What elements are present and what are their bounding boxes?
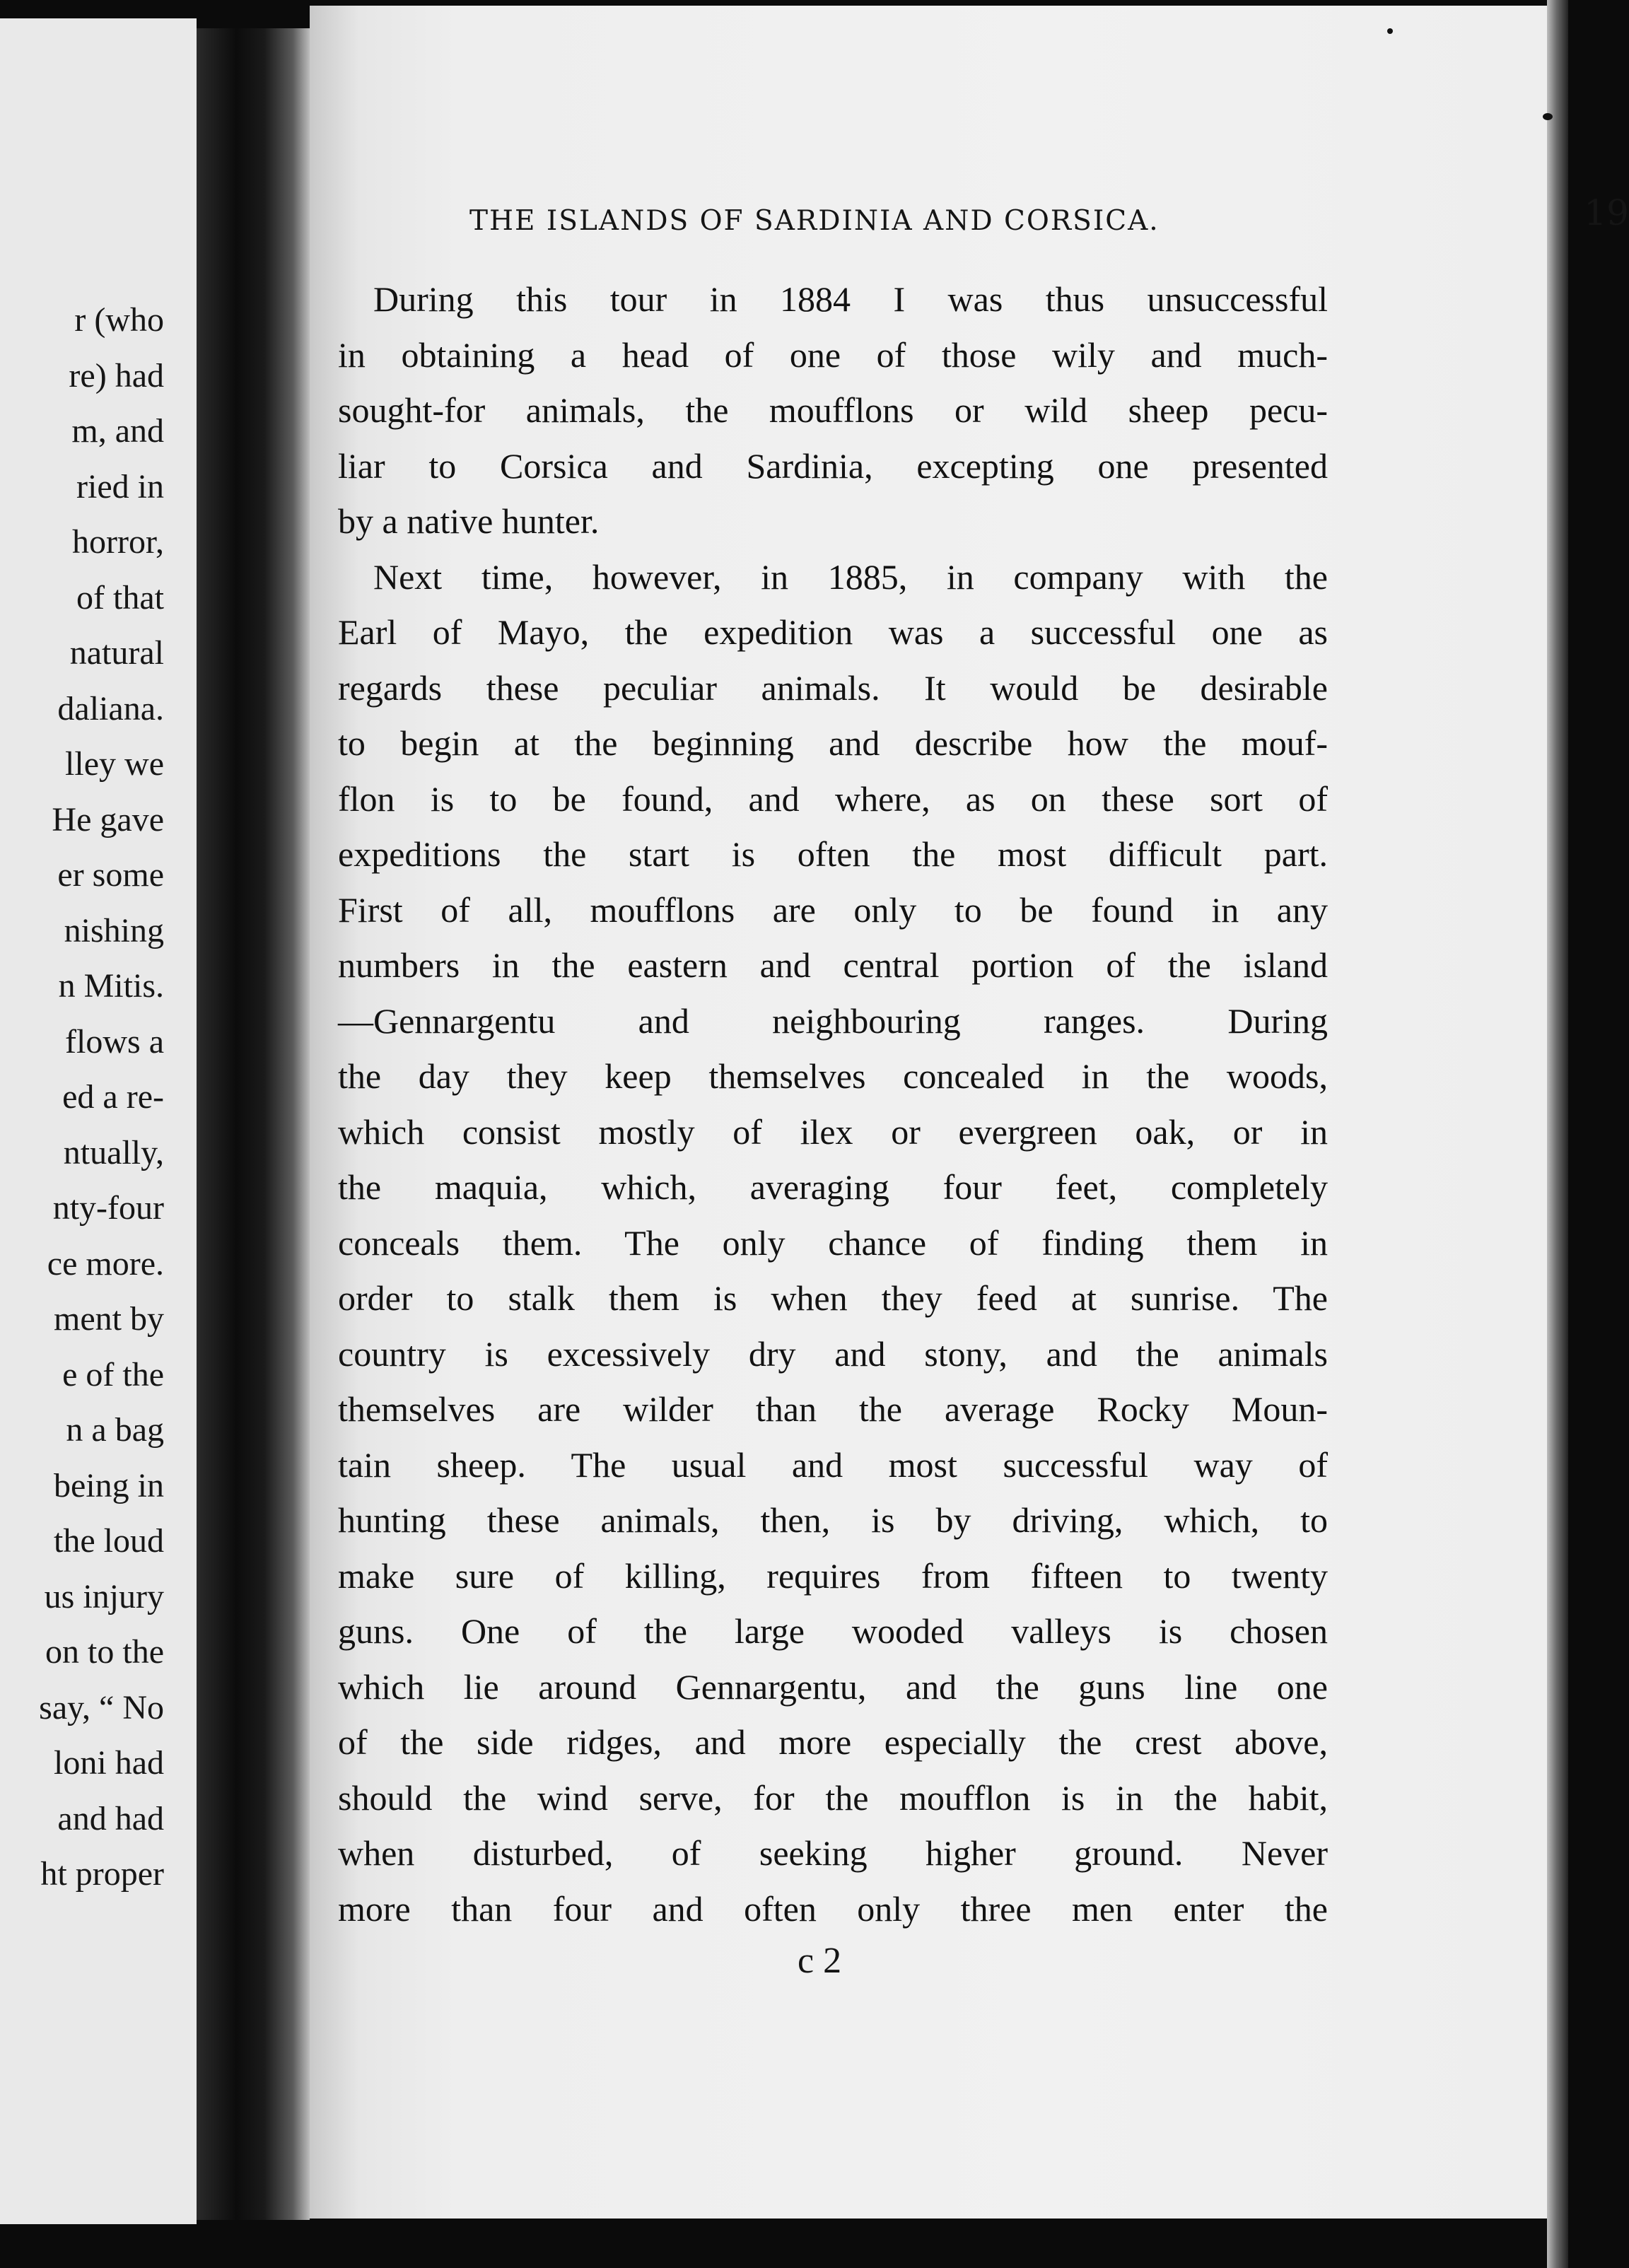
previous-page-line: daliana. xyxy=(57,689,164,727)
text-line: the day they keep themselves concealed in the woods, xyxy=(338,1056,1328,1096)
previous-page-line: r (who xyxy=(74,301,164,339)
previous-page-line: being in xyxy=(54,1466,164,1504)
previous-page-line: ried in xyxy=(76,467,164,505)
text-line: regards these peculiar animals. It would be desirable xyxy=(338,667,1328,708)
text-line: —Gennargentu and neighbouring ranges. During xyxy=(338,1000,1328,1041)
previous-page-line: e of the xyxy=(62,1355,164,1393)
text-line: which lie around Gennargentu, and the guns line one xyxy=(338,1666,1328,1707)
text-line: sought-for animals, the moufflons or wild sheep pecu- xyxy=(338,390,1328,430)
previous-page-line: horror, xyxy=(71,523,164,561)
previous-page-line: lley we xyxy=(65,745,164,783)
text-line: in obtaining a head of one of those wily and much- xyxy=(338,334,1328,375)
text-line: should the wind serve, for the moufflon is in the habit, xyxy=(338,1777,1328,1818)
previous-page-line: natural xyxy=(69,634,164,672)
text-line: which consist mostly of ilex or evergreen oak, or in xyxy=(338,1111,1328,1152)
previous-page-line: nishing xyxy=(64,911,164,949)
previous-page-line: us injury xyxy=(44,1577,164,1615)
dust-speck xyxy=(1387,28,1393,34)
text-line: of the side ridges, and more especially the crest above, xyxy=(338,1722,1328,1762)
previous-page-line: on to the xyxy=(45,1633,164,1671)
text-line: the maquia, which, averaging four feet, completely xyxy=(338,1167,1328,1207)
previous-page-line: ht proper xyxy=(40,1855,164,1893)
body-text xyxy=(338,271,1328,1936)
text-line: Next time, however, in 1885, in company with the xyxy=(373,556,1328,597)
previous-page-line: the loud xyxy=(54,1522,164,1560)
text-line: tain sheep. The usual and most successful way of xyxy=(338,1444,1328,1485)
text-line: to begin at the beginning and describe how the mouf- xyxy=(338,723,1328,763)
previous-page-line: ed a re- xyxy=(62,1078,164,1116)
previous-page-line: He gave xyxy=(52,800,164,838)
previous-page-line: and had xyxy=(57,1799,164,1837)
previous-page-line: ce more. xyxy=(47,1244,164,1282)
text-line: more than four and often only three men enter the xyxy=(338,1888,1328,1929)
previous-page-line: loni had xyxy=(54,1744,164,1782)
text-line: liar to Corsica and Sardinia, excepting one presented xyxy=(338,445,1328,486)
text-line: numbers in the eastern and central portion of the island xyxy=(338,945,1328,985)
previous-page-line: nty-four xyxy=(52,1189,164,1227)
previous-page-line: n Mitis. xyxy=(58,967,164,1005)
text-line: flon is to be found, and where, as on these sort of xyxy=(338,778,1328,819)
book-gutter-shadow xyxy=(197,28,310,2220)
text-line: conceals them. The only chance of finding them in xyxy=(338,1222,1328,1263)
text-line: when disturbed, of seeking higher ground. Never xyxy=(338,1833,1328,1873)
previous-page-fragment xyxy=(0,18,197,2224)
text-line: by a native hunter. xyxy=(338,501,600,541)
previous-page-text xyxy=(39,293,164,1902)
text-line: First of all, moufflons are only to be found in any xyxy=(338,889,1328,930)
previous-page-line: er some xyxy=(57,856,164,894)
previous-page-line: flows a xyxy=(65,1022,164,1060)
text-line: guns. One of the large wooded valleys is chosen xyxy=(338,1611,1328,1651)
signature-mark: c 2 xyxy=(798,1941,842,1981)
previous-page-line: m, and xyxy=(71,412,164,450)
text-line: hunting these animals, then, is by driving, which, to xyxy=(338,1500,1328,1540)
page-edge-shadow xyxy=(1547,0,1568,2268)
book-page xyxy=(310,6,1629,2219)
text-line: themselves are wilder than the average Rocky Moun- xyxy=(338,1389,1328,1429)
text-line: During this tour in 1884 I was thus unsuccessful xyxy=(373,279,1328,319)
text-line: make sure of killing, requires from fifteen to twenty xyxy=(338,1555,1328,1596)
previous-page-line: ment by xyxy=(54,1300,164,1338)
dust-speck xyxy=(1543,113,1553,120)
previous-page-line: say, “ No xyxy=(39,1688,164,1726)
text-line: country is excessively dry and stony, and the animals xyxy=(338,1333,1328,1374)
running-title: THE ISLANDS OF SARDINIA AND CORSICA. xyxy=(469,205,1160,237)
page-number: 19 xyxy=(1584,192,1629,233)
previous-page-line: ntually, xyxy=(63,1133,164,1171)
previous-page-line: n a bag xyxy=(66,1411,164,1449)
previous-page-line: re) had xyxy=(69,356,164,394)
text-line: Earl of Mayo, the expedition was a successful one as xyxy=(338,612,1328,652)
text-line: expeditions the start is often the most difficult part. xyxy=(338,834,1328,874)
text-line: order to stalk them is when they feed at sunrise. The xyxy=(338,1278,1328,1318)
previous-page-line: of that xyxy=(76,578,164,616)
